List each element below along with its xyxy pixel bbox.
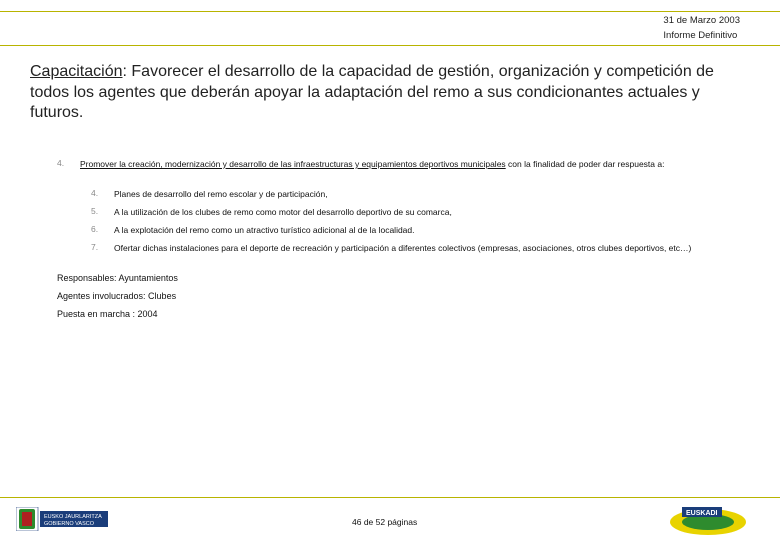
- logo-left-line2: GOBIERNO VASCO: [44, 521, 95, 527]
- sub-item-number: 6.: [91, 224, 99, 234]
- sub-item-number: 7.: [91, 242, 99, 252]
- logo-right-text: EUSKADI: [686, 510, 718, 517]
- euskadi-logo-graphic: [668, 503, 748, 537]
- heading-term: Capacitación: [30, 63, 123, 80]
- sub-item-number: 4.: [91, 188, 99, 198]
- header-meta: [663, 13, 740, 43]
- page-indicator: 46 de 52 páginas: [352, 517, 418, 527]
- sub-item-number: 5.: [91, 206, 99, 216]
- sub-item: A la utilización de los clubes de remo como motor del desarrollo deportivo de su comarca,: [114, 207, 452, 217]
- responsables-line: Responsables: Ayuntamientos: [57, 273, 178, 283]
- gobierno-vasco-logo: [16, 507, 108, 531]
- euskadi-logo: [668, 503, 748, 537]
- main-item-underlined: Promover la creación, modernización y desarrollo de las infraestructuras y equipamientos deportivos municipales: [80, 159, 506, 169]
- header-top-rule: [0, 11, 780, 12]
- sub-item: Ofertar dichas instalaciones para el deporte de recreación y participación a diferentes colectivos (empresas, asociaciones, otros clubes deportivos, etc…): [114, 243, 692, 253]
- agentes-line: Agentes involucrados: Clubes: [57, 291, 177, 301]
- header-bottom-rule: [0, 45, 780, 46]
- section-heading: [30, 62, 730, 124]
- sub-item: A la explotación del remo como un atractivo turístico adicional al de la localidad.: [114, 225, 415, 235]
- sub-item: Planes de desarrollo del remo escolar y de participación,: [114, 189, 328, 199]
- heading-text: : Favorecer el desarrollo de la capacidad de gestión, organización y competición de todos los agentes que deberán apoyar la adaptación del remo a sus condicionantes actuales y futuros.: [30, 63, 714, 121]
- main-item-number: 4.: [57, 158, 65, 168]
- header-report: Informe Definitivo: [663, 30, 738, 41]
- gobierno-vasco-logo-graphic: [16, 507, 108, 531]
- header-date: 31 de Marzo 2003: [663, 15, 740, 26]
- main-item-rest: con la finalidad de poder dar respuesta a:: [505, 159, 665, 169]
- logo-left-line1: EUSKO JAURLARITZA: [44, 514, 102, 520]
- puesta-line: Puesta en marcha : 2004: [57, 309, 158, 319]
- footer-rule: [0, 497, 780, 498]
- main-item: [80, 158, 722, 171]
